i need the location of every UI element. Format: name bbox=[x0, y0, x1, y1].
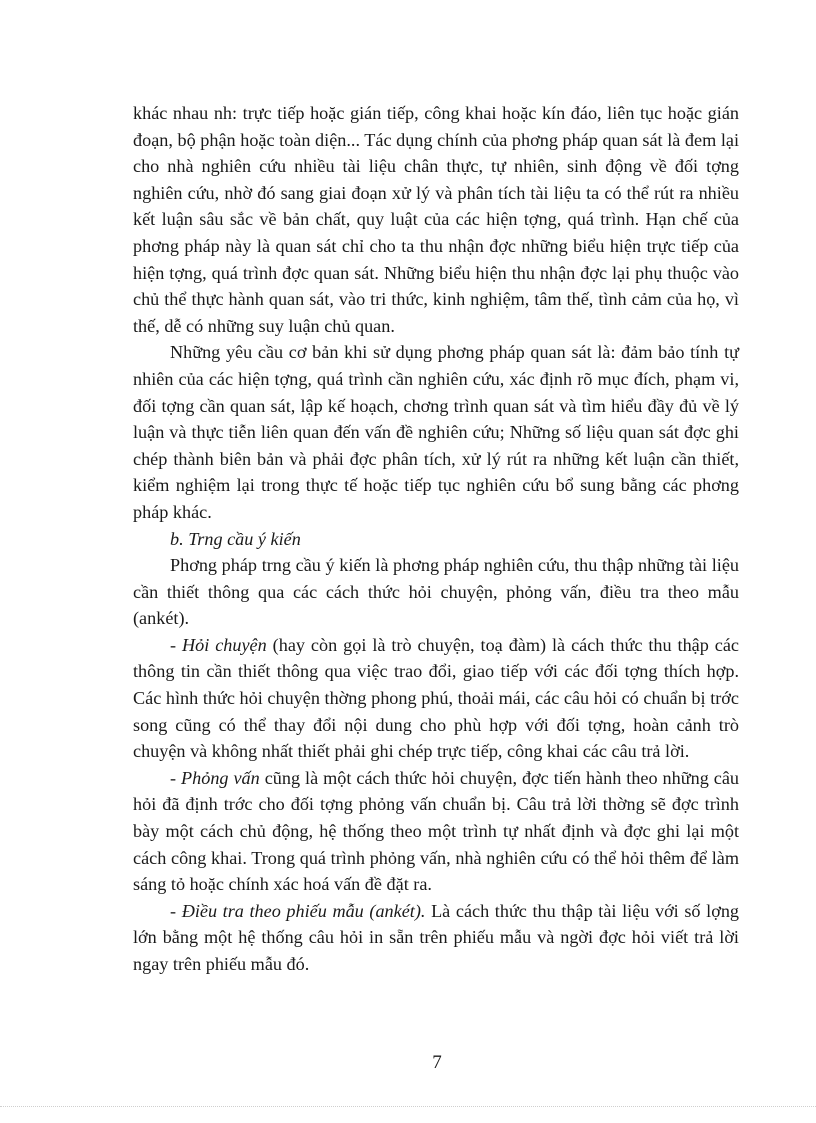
term-interview: Phỏng vấn bbox=[181, 767, 260, 788]
paragraph-survey-method: Phơng pháp trng cầu ý kiến là phơng pháp nghiên cứu, thu thập những tài liệu cần thiết thông qua các cách thức hỏi chuyện, phỏng vấn, điều tra theo mẫu (ankét). bbox=[133, 555, 739, 629]
paragraph-questionnaire bbox=[133, 898, 739, 978]
page-number: 7 bbox=[432, 1052, 442, 1073]
questionnaire-text: Là cách thức thu thập tài liệu với số lợng lớn bằng một hệ thống câu hỏi in sẵn trên phiếu mẫu và ngời đợc hỏi viết trả lời ngay trên phiếu mẫu đó. bbox=[133, 900, 740, 974]
term-conversation: Hỏi chuyện bbox=[182, 634, 267, 655]
paragraph-conversation bbox=[133, 632, 739, 765]
list-dash: - bbox=[170, 634, 182, 655]
paragraph-continuation: khác nhau nh: trực tiếp hoặc gián tiếp, công khai hoặc kín đáo, liên tục hoặc gián đoạn, bộ phận hoặc toàn diện... Tác dụng chính của phơng pháp quan sát là đem lại cho nhà nghiên cứu nhiều tài liệu chân thực, tự nhiên, sinh động về đối tợng nghiên cứu, nhờ đó sang giai đoạn xử lý và phân tích tài liệu ta có thể rút ra nhiều kết luận sâu sắc về bản chất, quy luật của các hiện tợng, quá trình. Hạn chế của phơng pháp này là quan sát chỉ cho ta thu nhận đợc những biểu hiện trực tiếp của hiện tợng, quá trình đợc quan sát. Những biểu hiện thu nhận đợc lại phụ thuộc vào chủ thể thực hành quan sát, vào tri thức, kinh nghiệm, tâm thế, tình cảm của họ, vì thế, dễ có những suy luận chủ quan. bbox=[133, 103, 739, 336]
term-questionnaire: Điều tra theo phiếu mẫu (ankét). bbox=[181, 900, 426, 921]
section-heading: b. Trng cầu ý kiến bbox=[170, 528, 301, 549]
list-dash: - bbox=[170, 900, 182, 921]
conversation-text: (hay còn gọi là trò chuyện, toạ đàm) là cách thức thu thập các thông tin cần thiết thông qua việc trao đổi, giao tiếp với các đối tợng thích hợp. Các hình thức hỏi chuyện thờng phong phú, thoải mái, các câu hỏi có chuẩn bị trớc song cũng có thể thay đổi nội dung cho phù hợp với đối tợng, hoàn cảnh trò chuyện và không nhất thiết phải ghi chép trực tiếp, công khai các câu trả lời. bbox=[133, 634, 740, 762]
body-text bbox=[133, 100, 739, 978]
list-dash: - bbox=[170, 767, 182, 788]
paragraph-interview bbox=[133, 765, 739, 898]
footer-divider bbox=[0, 1106, 816, 1107]
paragraph-requirements: Những yêu cầu cơ bản khi sử dụng phơng pháp quan sát là: đảm bảo tính tự nhiên của các hiện tợng, quá trình cần nghiên cứu, xác định rõ mục đích, phạm vi, đối tợng cần quan sát, lập kế hoạch, chơng trình quan sát và tìm hiểu đầy đủ về lý luận và thực tiễn liên quan đến vấn đề nghiên cứu; Những số liệu quan sát đợc ghi chép thành biên bản và phải đợc phân tích, xử lý rút ra những kết luận cần thiết, kiểm nghiệm lại trong thực tế hoặc tiếp tục nghiên cứu bổ sung bằng các phơng pháp khác. bbox=[133, 342, 739, 522]
interview-text: cũng là một cách thức hỏi chuyện, đợc tiến hành theo những câu hỏi đã định trớc cho đối tợng phỏng vấn chuẩn bị. Câu trả lời thờng sẽ đợc trình bày một cách chủ động, hệ thống theo một trình tự nhất định và đợc ghi lại một cách công khai. Trong quá trình phỏng vấn, nhà nghiên cứu có thể hỏi thêm để làm sáng tỏ hoặc chính xác hoá vấn đề đặt ra. bbox=[133, 767, 739, 895]
